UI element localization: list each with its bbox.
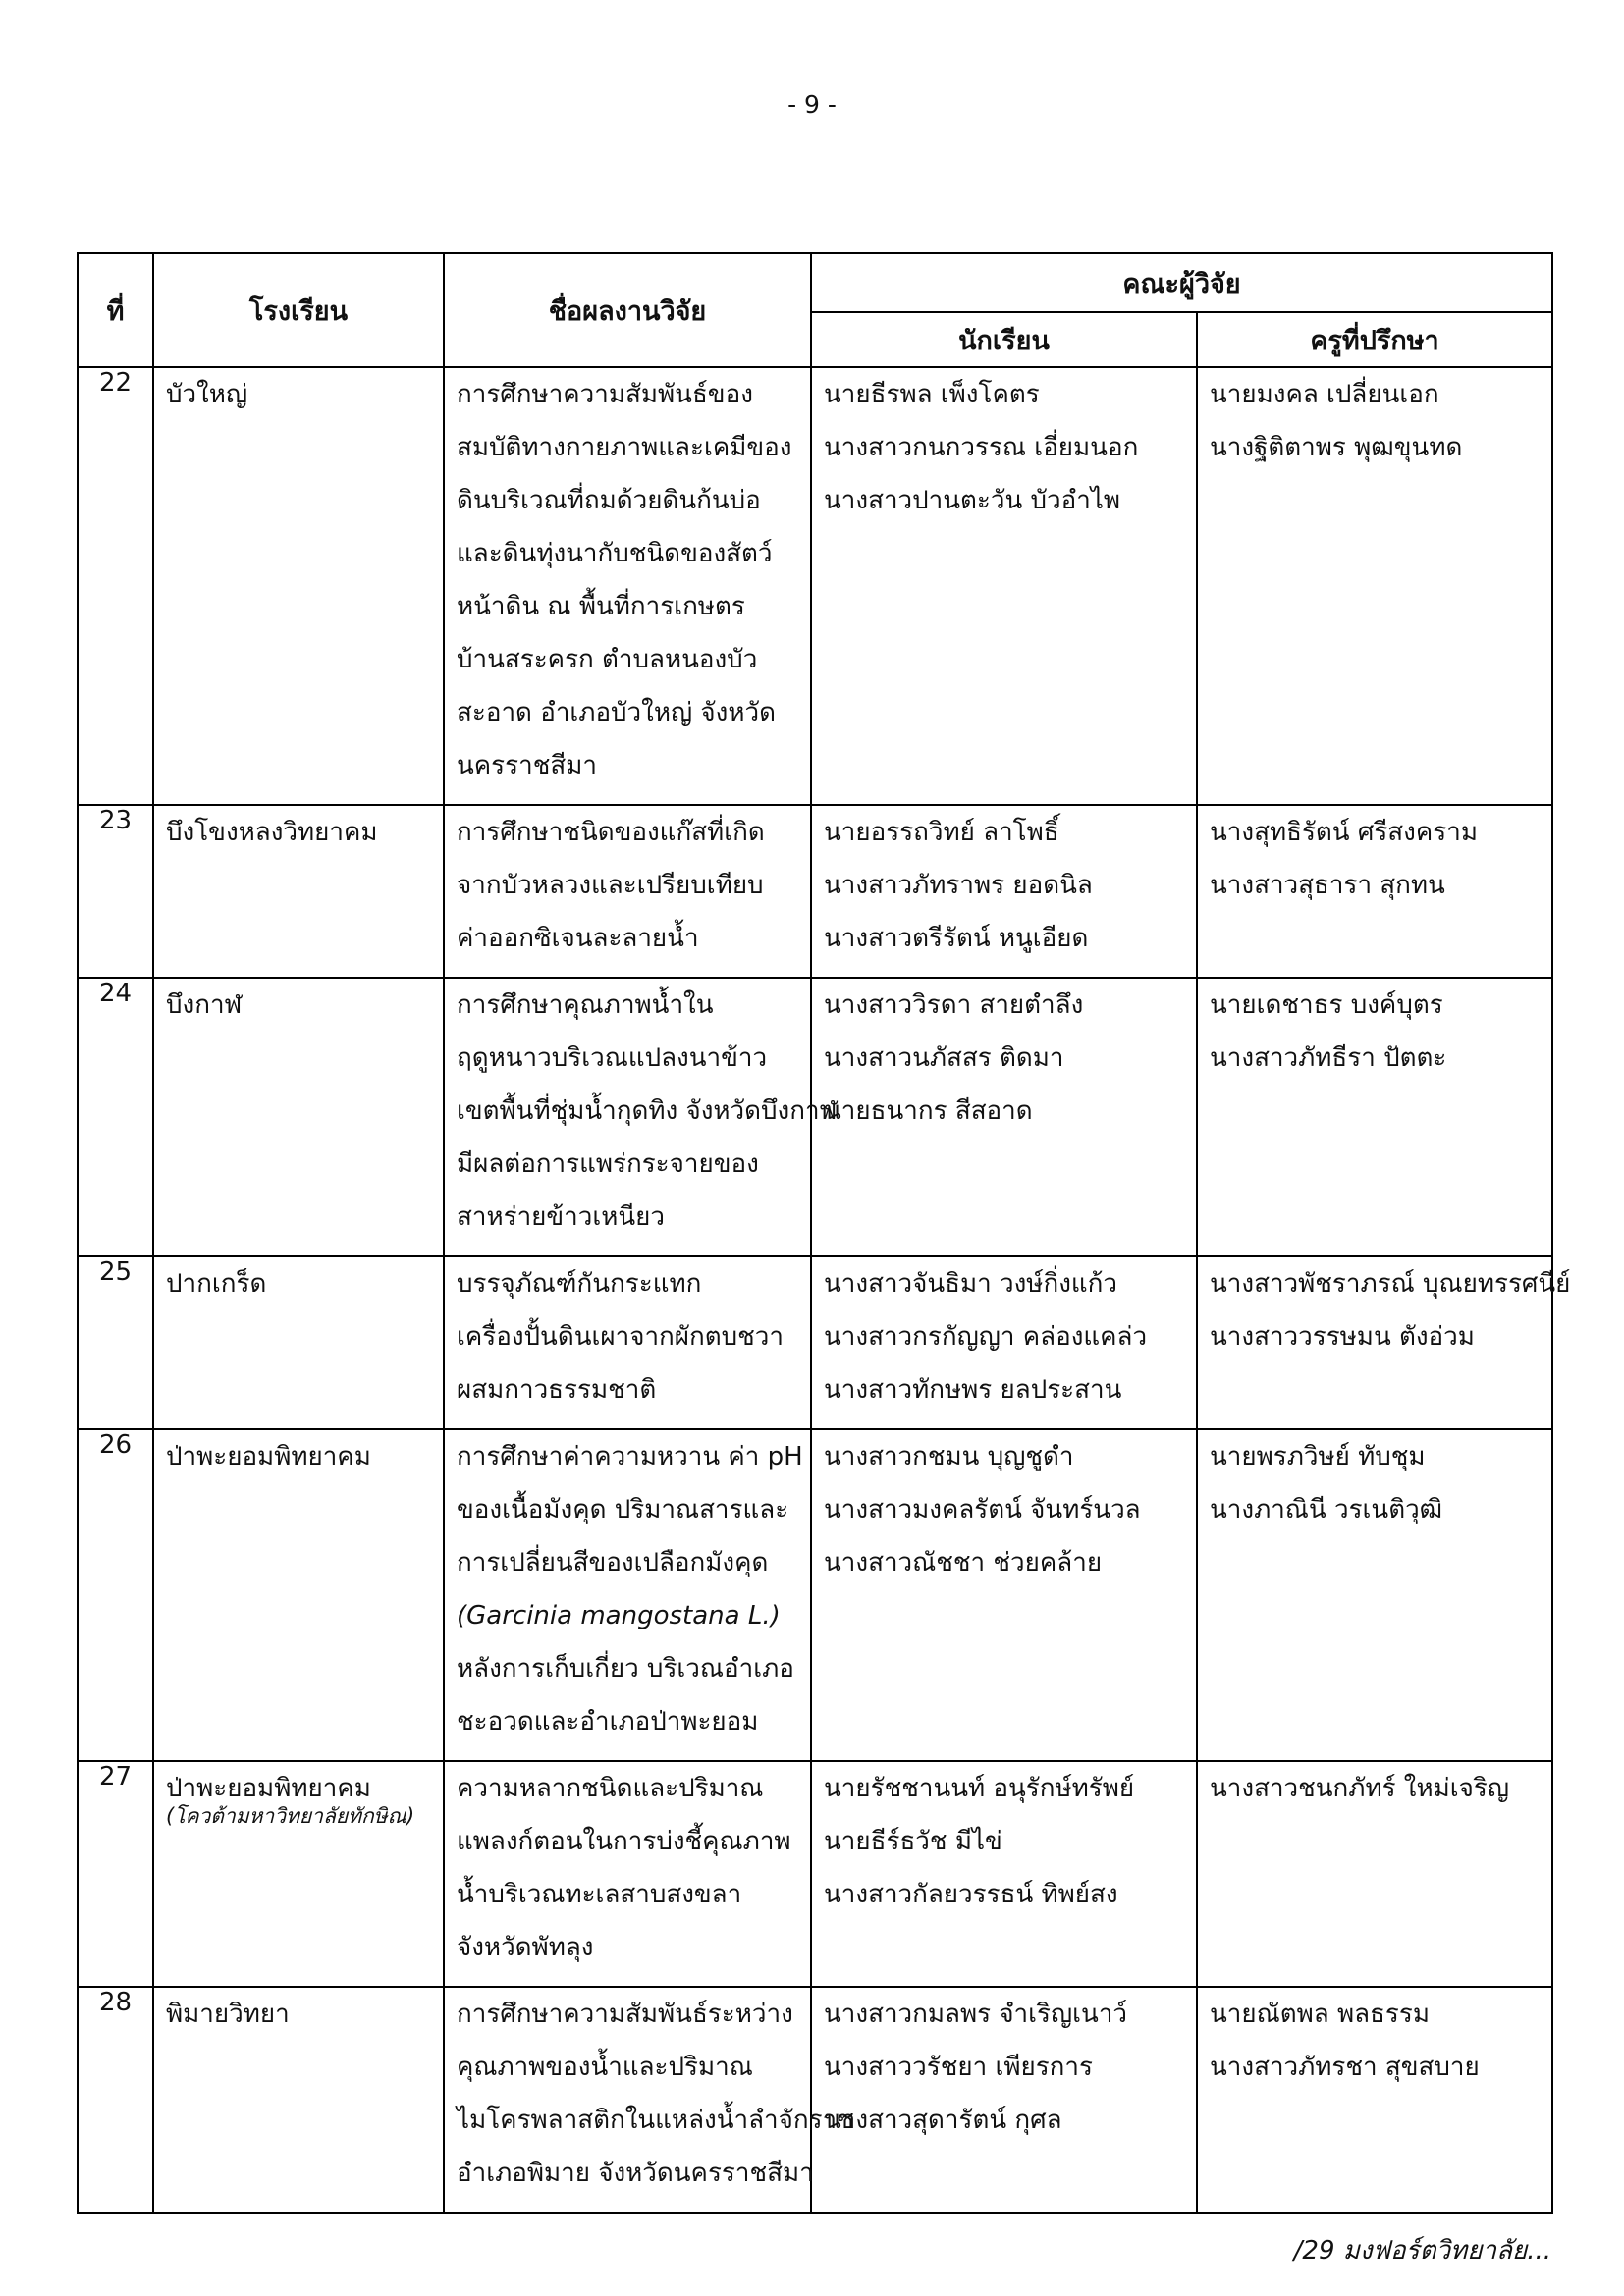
- students-cell: [811, 367, 1197, 805]
- advisors-cell: [1197, 978, 1552, 1256]
- table-row: [78, 1429, 1552, 1761]
- title-line: เขตพื้นที่ชุ่มน้ำกุดทิง จังหวัดบึงกาฬ: [457, 1096, 838, 1126]
- row-number: 24: [78, 978, 153, 1256]
- advisor-name: นายมงคล เปลี่ยนเอก: [1210, 380, 1439, 409]
- header-team: คณะผู้วิจัย: [811, 253, 1552, 312]
- title-line: ฤดูหนาวบริเวณแปลงนาข้าว: [457, 1043, 768, 1073]
- title-line: ไมโครพลาสติกในแหล่งน้ำลำจักราช: [457, 2106, 854, 2135]
- student-name: นางสาวปานตะวัน บัวอำไพ: [824, 486, 1121, 515]
- advisor-name: นายพรภวิษย์ ทับชุม: [1210, 1442, 1426, 1471]
- school-name: บึงโขงหลงวิทยาคม: [166, 818, 378, 847]
- school-name: พิมายวิทยา: [166, 2000, 290, 2029]
- student-name: นางสาวกัลยวรรธน์ ทิพย์สง: [824, 1880, 1118, 1909]
- advisors-cell: [1197, 1761, 1552, 1987]
- row-number: 26: [78, 1429, 153, 1761]
- research-title-cell: [444, 1987, 854, 2213]
- school-cell: [153, 1256, 444, 1429]
- student-name: นางสาวภัทราพร ยอดนิล: [824, 871, 1093, 900]
- school-cell: [153, 978, 444, 1256]
- student-name: นายธีร์ธวัช มีไข่: [824, 1827, 1002, 1856]
- students-cell: [811, 805, 1197, 978]
- title-line: ผสมกาวธรรมชาติ: [457, 1375, 657, 1405]
- school-name: ปากเกร็ด: [166, 1269, 267, 1299]
- title-line: การศึกษาชนิดของแก๊สที่เกิด: [457, 818, 765, 847]
- continuation-note: /29 มงฟอร์ตวิทยาลัย...: [1293, 2236, 1551, 2266]
- page-number: - 9 -: [787, 90, 837, 119]
- school-name: บึงกาฬ: [166, 990, 243, 1020]
- advisors-cell: [1197, 805, 1552, 978]
- table-row: [78, 367, 1552, 805]
- title-line: นครราชสีมา: [457, 751, 597, 780]
- student-name: นางสาววิรดา สายตำลึง: [824, 990, 1084, 1020]
- school-note: (โควต้ามหาวิทยาลัยทักษิณ): [166, 1804, 415, 1828]
- school-name: บัวใหญ่: [166, 380, 248, 409]
- research-title-cell: [444, 978, 838, 1256]
- advisor-name: นางสาวพัชราภรณ์ บุณยทรรศนีย์: [1210, 1269, 1571, 1299]
- title-line: สะอาด อำเภอบัวใหญ่ จังหวัด: [457, 698, 776, 727]
- student-name: นางสาวกชมน บุญชูดำ: [824, 1442, 1074, 1471]
- table-row: [78, 1987, 1552, 2213]
- title-line: (Garcinia mangostana L.): [457, 1601, 781, 1630]
- title-line: หลังการเก็บเกี่ยว บริเวณอำเภอ: [457, 1654, 794, 1683]
- title-line: การศึกษาคุณภาพน้ำใน: [457, 990, 714, 1020]
- research-title-cell: [444, 1256, 811, 1429]
- title-line: จากบัวหลวงและเปรียบเทียบ: [457, 871, 764, 900]
- student-name: นางสาวกนกวรรณ เอี่ยมนอก: [824, 433, 1139, 462]
- header-no: ที่: [78, 253, 153, 367]
- title-line: ค่าออกซิเจนละลายน้ำ: [457, 924, 699, 953]
- title-line: ความหลากชนิดและปริมาณ: [457, 1774, 764, 1803]
- header-students: นักเรียน: [811, 312, 1197, 367]
- title-line: บรรจุภัณฑ์กันกระแทก: [457, 1269, 702, 1299]
- students-cell: [811, 978, 1197, 1256]
- advisor-name: นายเดชาธร บงค์บุตร: [1210, 990, 1443, 1020]
- advisor-name: นายณัตพล พลธรรม: [1210, 2000, 1430, 2029]
- advisors-cell: [1197, 1256, 1571, 1429]
- row-number: 28: [78, 1987, 153, 2213]
- advisor-name: นางสาวภัทรชา สุขสบาย: [1210, 2053, 1480, 2082]
- title-line: การศึกษาความสัมพันธ์ระหว่าง: [457, 2000, 793, 2029]
- advisor-name: นางภาณินี วรเนติวุฒิ: [1210, 1495, 1443, 1524]
- advisor-name: นางฐิติตาพร พุฒขุนทด: [1210, 433, 1463, 462]
- student-name: นางสาวตรีรัตน์ หนูเอียด: [824, 924, 1089, 953]
- title-line: น้ำบริเวณทะเลสาบสงขลา: [457, 1880, 742, 1909]
- advisors-cell: [1197, 1987, 1552, 2213]
- research-title-cell: [444, 1761, 811, 1987]
- title-line: สาหร่ายข้าวเหนียว: [457, 1202, 666, 1232]
- advisors-cell: [1197, 367, 1552, 805]
- title-line: การเปลี่ยนสีของเปลือกมังคุด: [457, 1548, 769, 1577]
- table-row: [78, 978, 1552, 1256]
- student-name: นางสาวสุดารัตน์ กุศล: [824, 2106, 1062, 2135]
- row-number: 22: [78, 367, 153, 805]
- school-name: ป่าพะยอมพิทยาคม: [166, 1442, 371, 1471]
- advisor-name: นางสาวชนกภัทร์ ใหม่เจริญ: [1210, 1774, 1510, 1803]
- student-name: นางสาวกมลพร จำเริญเนาว์: [824, 2000, 1128, 2029]
- table-row: [78, 805, 1552, 978]
- title-line: อำเภอพิมาย จังหวัดนครราชสีมา: [457, 2159, 814, 2188]
- title-line: ของเนื้อมังคุด ปริมาณสารและ: [457, 1495, 789, 1524]
- school-cell: [153, 1429, 444, 1761]
- research-title-cell: [444, 1429, 811, 1761]
- student-name: นางสาวจันธิมา วงษ์กิ่งแก้ว: [824, 1269, 1117, 1299]
- header-title: ชื่อผลงานวิจัย: [444, 253, 811, 367]
- title-line: จังหวัดพัทลุง: [457, 1933, 594, 1962]
- student-name: นางสาวกรกัญญา คล่องแคล่ว: [824, 1322, 1148, 1352]
- student-name: นายรัชชานนท์ อนุรักษ์ทรัพย์: [824, 1774, 1135, 1803]
- student-name: นางสาวนภัสสร ติดมา: [824, 1043, 1064, 1073]
- school-cell: [153, 1761, 444, 1987]
- student-name: นางสาวมงคลรัตน์ จันทร์นวล: [824, 1495, 1141, 1524]
- row-number: 25: [78, 1256, 153, 1429]
- student-name: นายธนากร สีสอาด: [824, 1096, 1033, 1126]
- student-name: นางสาวณัชชา ช่วยคล้าย: [824, 1548, 1103, 1577]
- title-line: ดินบริเวณที่ถมด้วยดินก้นบ่อ: [457, 486, 761, 515]
- school-cell: [153, 1987, 444, 2213]
- school-cell: [153, 367, 444, 805]
- advisors-cell: [1197, 1429, 1552, 1761]
- title-line: บ้านสระครก ตำบลหนองบัว: [457, 645, 758, 674]
- title-line: การศึกษาค่าความหวาน ค่า pH: [457, 1442, 803, 1471]
- student-name: นายธีรพล เพ็งโคตร: [824, 380, 1040, 409]
- title-line: เครื่องปั้นดินเผาจากผักตบชวา: [457, 1322, 784, 1352]
- research-title-cell: [444, 805, 811, 978]
- row-number: 27: [78, 1761, 153, 1987]
- title-line: การศึกษาความสัมพันธ์ของ: [457, 380, 753, 409]
- students-cell: [811, 1761, 1197, 1987]
- title-line: สมบัติทางกายภาพและเคมีของ: [457, 433, 792, 462]
- title-line: ชะอวดและอำเภอป่าพะยอม: [457, 1707, 759, 1736]
- header-school: โรงเรียน: [153, 253, 444, 367]
- student-name: นางสาววรัชยา เพียรการ: [824, 2053, 1093, 2082]
- advisor-name: นางสาวสุธารา สุกทน: [1210, 871, 1445, 900]
- school-cell: [153, 805, 444, 978]
- students-cell: [811, 1256, 1197, 1429]
- advisor-name: นางสาวภัทธีรา ปัตตะ: [1210, 1043, 1447, 1073]
- table-row: [78, 1761, 1552, 1987]
- student-name: นายอรรถวิทย์ ลาโพธิ์: [824, 818, 1059, 847]
- research-table: [77, 252, 1571, 2214]
- students-cell: [811, 1987, 1197, 2213]
- school-name: ป่าพะยอมพิทยาคม: [166, 1774, 371, 1803]
- title-line: คุณภาพของน้ำและปริมาณ: [457, 2053, 753, 2082]
- advisor-name: นางสาววรรษมน ตังอ่วม: [1210, 1322, 1475, 1352]
- title-line: แพลงก์ตอนในการบ่งชี้คุณภาพ: [457, 1827, 791, 1856]
- row-number: 23: [78, 805, 153, 978]
- research-title-cell: [444, 367, 811, 805]
- title-line: มีผลต่อการแพร่กระจายของ: [457, 1149, 759, 1179]
- title-line: และดินทุ่งนากับชนิดของสัตว์: [457, 539, 773, 568]
- header-advisors: ครูที่ปรึกษา: [1197, 312, 1552, 367]
- title-line: หน้าดิน ณ พื้นที่การเกษตร: [457, 592, 745, 621]
- students-cell: [811, 1429, 1197, 1761]
- table-row: [78, 1256, 1552, 1429]
- student-name: นางสาวทักษพร ยลประสาน: [824, 1375, 1122, 1405]
- advisor-name: นางสุทธิรัตน์ ศรีสงคราม: [1210, 818, 1478, 847]
